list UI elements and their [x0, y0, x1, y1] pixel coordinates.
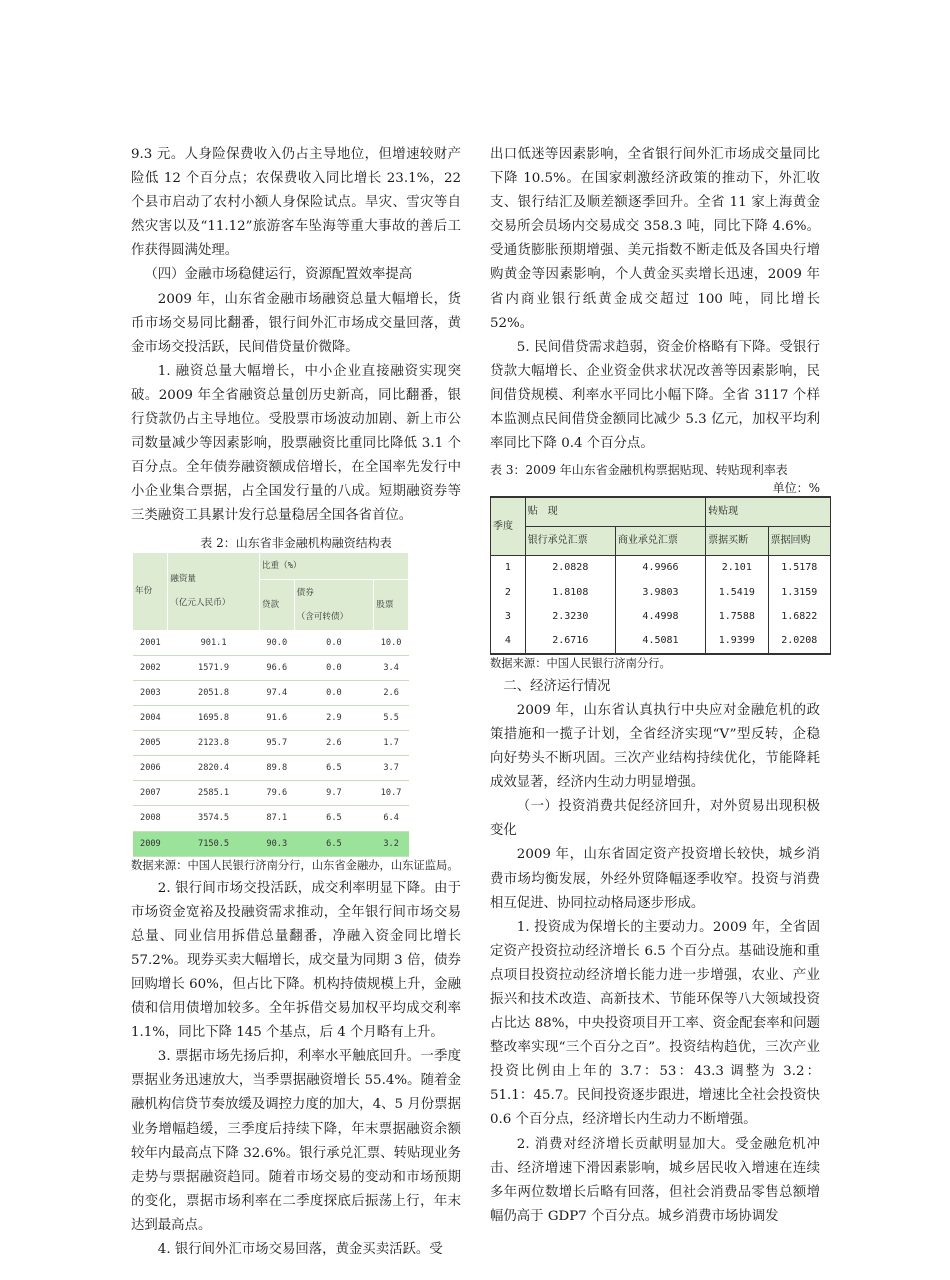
table3-body	[491, 556, 831, 654]
table3-header-quarter: 季度	[491, 497, 526, 556]
left-paragraphs-top	[131, 143, 461, 529]
table-cell: 6.5	[294, 806, 374, 831]
table-cell: 1.5419	[706, 581, 768, 605]
table-cell: 2.0828	[525, 556, 615, 581]
paragraph: 9.3 元。人身险保费收入仍占主导地位，但增速较财产险低 12 个百分点；农保费收入同比增长 23.1%，22 个县市启动了农村小额人身保险试点。旱灾、雪灾等自然灾害以及“11.12”旅游客车坠海等重大事故的善后工作获得圆满处理。	[131, 147, 461, 259]
table-row	[491, 605, 831, 629]
table-cell: 0.0	[294, 630, 374, 655]
table-cell: 1695.8	[168, 706, 260, 731]
table-cell: 3.2	[374, 831, 409, 856]
table-cell: 2003	[133, 680, 168, 705]
table-row	[491, 581, 831, 605]
table-cell: 1.9399	[706, 629, 768, 654]
table-cell: 1.3159	[768, 581, 830, 605]
table-cell: 1.7	[374, 731, 409, 756]
table-cell: 2005	[133, 731, 168, 756]
paragraph: 1. 投资成为保增长的主要动力。2009 年，全省固定资产投资拉动经济增长 6.5 个百分点。基础设施和重点项目投资拉动经济增长能力进一步增强，农业、产业振兴和技术改造、高新技术、节能环保等八大领域投资占比达 88%，中央投资项目开工率、资金配套率和问题整改率实现“三个百分之百”。投资结构趋优，三次产业投资比例由上年的 3.7：53：43.3 调整为 3.2：51.1：45.7。民间投资逐步跟进，增速比全社会投资快 0.6 个百分点，经济增长内生动力不断增强。	[490, 919, 820, 1128]
table-cell: 2.0208	[768, 629, 830, 654]
table-cell: 89.8	[259, 756, 294, 781]
table-cell: 2002	[133, 655, 168, 680]
table-cell: 2585.1	[168, 781, 260, 806]
table-cell: 2.9	[294, 706, 374, 731]
table-cell: 10.7	[374, 781, 409, 806]
paragraph: 2. 消费对经济增长贡献明显加大。受金融危机冲击、经济增速下滑因素影响，城乡居民收入增速在连续多年两位数增长后略有回落，但社会消费品零售总额增幅仍高于 GDP7 个百分点。城乡消费市场协调发	[490, 1136, 820, 1224]
table-cell: 9.7	[294, 781, 374, 806]
table-cell: 2006	[133, 756, 168, 781]
table-row	[133, 781, 409, 806]
table2-header-amount: 融资量 （亿元人民币）	[168, 553, 260, 631]
paragraph: 4. 银行间外汇市场交易回落，黄金买卖活跃。受	[157, 1242, 443, 1258]
table-cell: 7150.5	[168, 831, 260, 856]
table-row	[133, 806, 409, 831]
table-cell: 4.9966	[615, 556, 705, 581]
table-cell: 79.6	[259, 781, 294, 806]
table-cell: 3	[491, 605, 526, 629]
table-cell: 2	[491, 581, 526, 605]
table-cell: 96.6	[259, 655, 294, 680]
table-cell: 3574.5	[168, 806, 260, 831]
table-row	[133, 831, 409, 856]
table-cell: 2.6716	[525, 629, 615, 654]
left-column	[131, 143, 461, 1262]
table3-header-bill-buy: 票据买断	[706, 527, 768, 556]
table-cell: 0.0	[294, 680, 374, 705]
table2-header-year: 年份	[133, 553, 168, 631]
table3-caption: 表 3：2009 年山东省金融机构票据贴现、转贴现利率表	[490, 463, 788, 478]
table2-body	[133, 630, 409, 856]
table-row	[491, 556, 831, 581]
table-row	[133, 706, 409, 731]
paragraph: 2. 银行间市场交投活跃，成交利率明显下降。由于市场资金宽裕及投融资需求推动，全年银行间市场交易总量、同业信用拆借总量翻番，净融入资金同比增长 57.2%。现券买卖大幅增长，成交量为同期 3 倍，债券回购增长 60%，但占比下降。机构持债规模上升，金融债和信用债增加较多。全年拆借交易加权平均成交利率 1.1%，同比下降 145 个基点，后 4 个月略有上升。	[131, 880, 461, 1041]
section-heading: （四）金融市场稳健运行，资源配置效率提高	[144, 267, 413, 283]
table2-header-loan: 贷款	[259, 579, 294, 630]
table3-unit: 单位：%	[772, 481, 820, 496]
table-row	[133, 680, 409, 705]
table-cell: 901.1	[168, 630, 260, 655]
table-cell: 3.7	[374, 756, 409, 781]
table-cell: 2.6	[294, 731, 374, 756]
table-cell: 2051.8	[168, 680, 260, 705]
paragraph: 2009 年，山东省固定资产投资增长较快，城乡消费市场均衡发展，外经外贸降幅逐季收窄。投资与消费相互促进、协同拉动格局逐步形成。	[490, 847, 820, 911]
table2-header-ratio: 比重（%）	[259, 553, 408, 580]
paragraph: 出口低迷等因素影响，全省银行间外汇市场成交量同比下降 10.5%。在国家刺激经济政策的推动下，外汇收支、银行结汇及顺差额逐季回升。全省 11 家上海黄金交易所会员场内交易成交 358.3 吨，同比下降 4.6%。受通货膨胀预期增强、美元指数不断走低及各国央行增购黄金等因素影响，个人黄金买卖增长迅速，2009 年省内商业银行纸黄金成交超过 100 吨，同比增长 52%。	[490, 147, 820, 331]
table-cell: 2007	[133, 781, 168, 806]
table-row	[133, 630, 409, 655]
table-cell: 97.4	[259, 680, 294, 705]
table-cell: 87.1	[259, 806, 294, 831]
table-cell: 90.0	[259, 630, 294, 655]
table-cell: 1571.9	[168, 655, 260, 680]
right-column	[490, 143, 820, 1229]
table-cell: 1.7588	[706, 605, 768, 629]
table3-source: 数据来源：中国人民银行济南分行。	[490, 656, 671, 670]
table-cell: 3.4	[374, 655, 409, 680]
paragraph: 2009 年，山东省认真执行中央应对金融危机的政策措施和一揽子计划，全省经济实现“V”型反转，企稳向好势头不断巩固。三次产业结构持续优化，节能降耗成效显著，经济内生动力明显增强。	[490, 702, 820, 791]
paragraph: 2009 年，山东省金融市场融资总量大幅增长，货币市场交易同比翻番，银行间外汇市场成交量回落，黄金市场交投活跃，民间借贷量价微降。	[131, 291, 461, 355]
table-cell: 10.0	[374, 630, 409, 655]
table-cell: 3.9803	[615, 581, 705, 605]
table-cell: 2009	[133, 831, 168, 856]
table3-header-discount: 贴 现	[525, 497, 705, 527]
table-cell: 2001	[133, 630, 168, 655]
table2-header-stock: 股票	[374, 579, 409, 630]
table3-header-comm-accept: 商业承兑汇票	[615, 527, 705, 556]
table-cell: 91.6	[259, 706, 294, 731]
right-paragraphs-top	[490, 143, 820, 456]
table2-header-bond: 债券 （含可转债）	[294, 579, 374, 630]
table-cell: 2004	[133, 706, 168, 731]
table3-header-bank-accept: 银行承兑汇票	[525, 527, 615, 556]
table2-source: 数据来源：中国人民银行济南分行，山东省金融办，山东证监局。	[131, 858, 459, 872]
table-cell: 4.4998	[615, 605, 705, 629]
table3-header-bill-repo: 票据回购	[768, 527, 830, 556]
right-paragraphs-bottom	[490, 675, 820, 1229]
section-heading: 二、经济运行情况	[503, 678, 611, 694]
table-cell: 5.5	[374, 706, 409, 731]
table-cell: 2008	[133, 806, 168, 831]
table-cell: 1.5178	[768, 556, 830, 581]
table-cell: 90.3	[259, 831, 294, 856]
table-cell: 6.5	[294, 756, 374, 781]
paragraph: 1. 融资总量大幅增长，中小企业直接融资实现突破。2009 年全省融资总量创历史新高，同比翻番，银行贷款仍占主导地位。受股票市场波动加剧、新上市公司数量减少等因素影响，股票融资比重同比降低 3.1 个百分点。全年债券融资额成倍增长，在全国率先发行中小企业集合票据，占全国发行量的八成。短期融资券等三类融资工具累计发行总量稳居全国各省首位。	[131, 363, 461, 524]
table3-header-rediscount: 转贴现	[706, 497, 831, 527]
table-row	[133, 756, 409, 781]
table-cell: 2.3230	[525, 605, 615, 629]
table-cell: 4.5081	[615, 629, 705, 654]
table-cell: 1	[491, 556, 526, 581]
table-cell: 0.0	[294, 655, 374, 680]
table-row	[491, 629, 831, 654]
table-cell: 2.101	[706, 556, 768, 581]
table-cell: 4	[491, 629, 526, 654]
table-cell: 1.6822	[768, 605, 830, 629]
table-cell: 1.8108	[525, 581, 615, 605]
table-cell: 95.7	[259, 731, 294, 756]
table-cell: 2.6	[374, 680, 409, 705]
left-paragraphs-bottom	[131, 877, 461, 1263]
table-row	[133, 731, 409, 756]
table-cell: 2820.4	[168, 756, 260, 781]
table-cell: 2123.8	[168, 731, 260, 756]
table-cell: 6.4	[374, 806, 409, 831]
table3-discount-rates	[490, 496, 831, 655]
paragraph: 5. 民间借贷需求趋弱，资金价格略有下降。受银行贷款大幅增长、企业资金供求状况改善等因素影响，民间借贷规模、利率水平同比小幅下降。全省 3117 个样本监测点民间借贷金额同比减少 5.3 亿元，加权平均利率同比下降 0.4 个百分点。	[490, 339, 820, 452]
table2-financing-structure	[133, 553, 409, 857]
table-row	[133, 655, 409, 680]
paragraph: （一）投资消费共促经济回升，对外贸易出现积极变化	[490, 799, 820, 839]
table-cell: 6.5	[294, 831, 374, 856]
table2-caption: 表 2：山东省非金融机构融资结构表	[200, 535, 392, 550]
paragraph: 3. 票据市场先扬后抑，利率水平触底回升。一季度票据业务迅速放大，当季票据融资增长 55.4%。随着金融机构信贷节奏放缓及调控力度的加大，4、5 月份票据业务增幅趋缓，三季度后持续下降，年末票据融资余额较年内最高点下降 32.6%。银行承兑汇票、转贴现业务走势与票据融资趋同。随着市场交易的变动和市场预期的变化，票据市场利率在二季度探底后振荡上行，年末达到最高点。	[131, 1049, 461, 1233]
